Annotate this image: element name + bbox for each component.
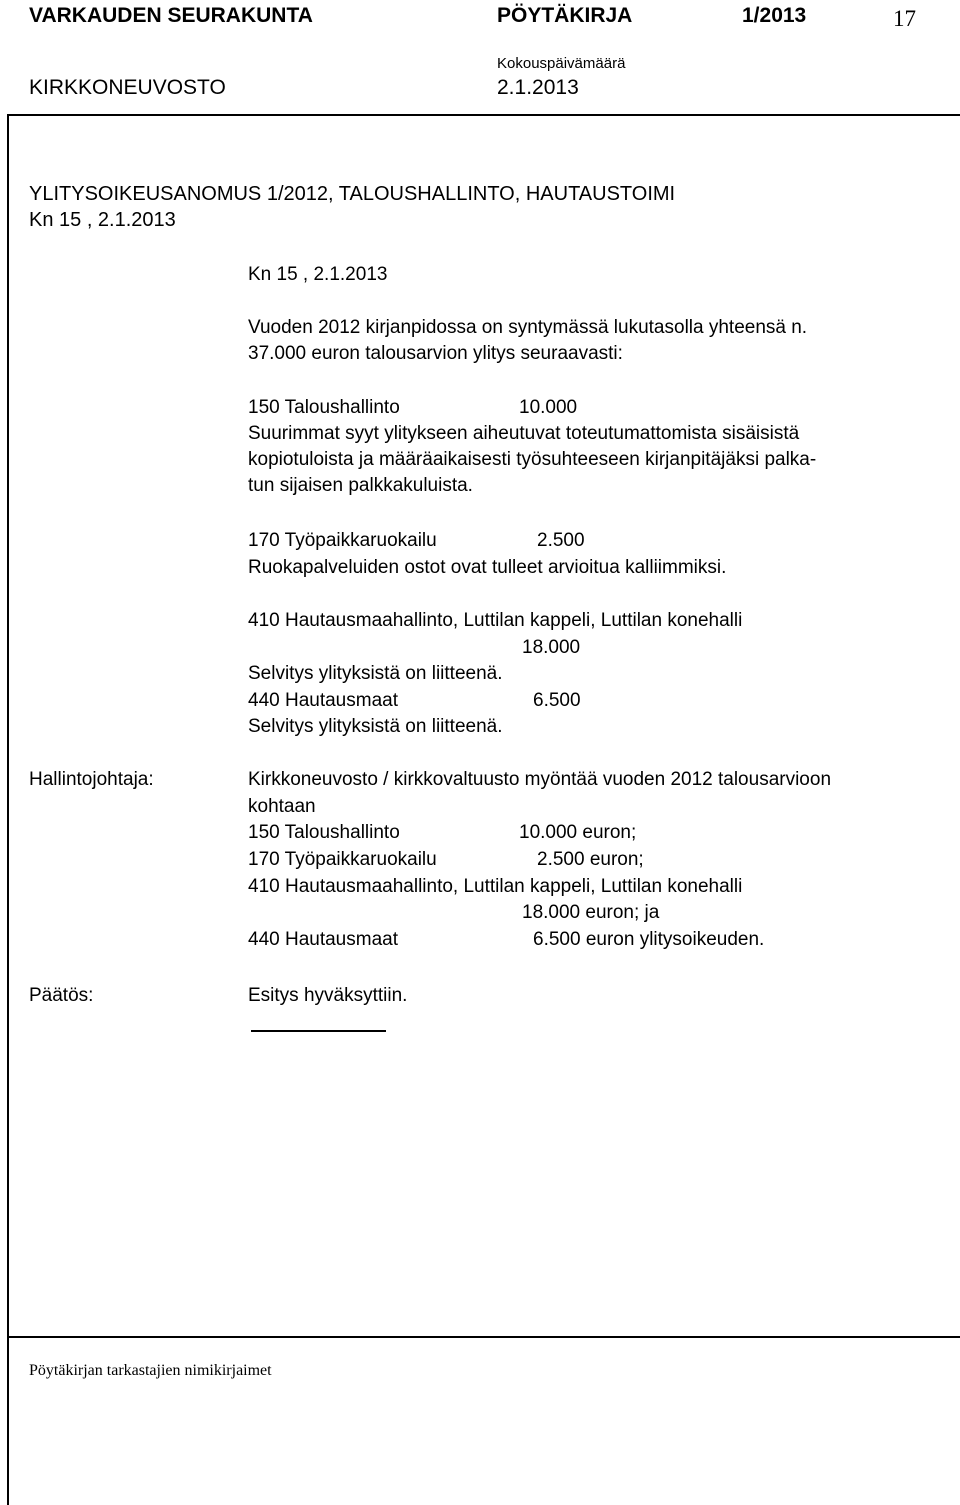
item-150-amount: 10.000 — [519, 397, 578, 418]
section-ref: Kn 15 , 2.1.2013 — [29, 209, 176, 231]
proposal-170-name: 170 Työpaikkaruokailu — [248, 849, 437, 870]
item-410-name: 410 Hautausmaahallinto, Luttilan kappeli, Luttilan konehalli — [248, 610, 743, 631]
body-name: KIRKKONEUVOSTO — [29, 76, 226, 99]
proposal-410-amount: 18.000 euron; ja — [522, 902, 660, 923]
proposal-label: Hallintojohtaja: — [29, 769, 154, 790]
item-150-name: 150 Taloushallinto — [248, 397, 400, 418]
proposal-150-name: 150 Taloushallinto — [248, 822, 400, 843]
intro-line-2: 37.000 euron talousarvion ylitys seuraavasti: — [248, 343, 623, 364]
decision-underline — [251, 1030, 386, 1032]
item-170-name: 170 Työpaikkaruokailu — [248, 530, 437, 551]
proposal-line-1: Kirkkoneuvosto / kirkkovaltuusto myöntää vuoden 2012 talousarvioon — [248, 769, 832, 790]
item-440-amount: 6.500 — [533, 690, 581, 711]
item-170-text: Ruokapalveluiden ostot ovat tulleet arvioitua kalliimmiksi. — [248, 557, 727, 578]
section-title: YLITYSOIKEUSANOMUS 1/2012, TALOUSHALLINTO, HAUTAUSTOIMI — [29, 183, 676, 205]
proposal-440-amount: 6.500 euron ylitysoikeuden. — [533, 929, 765, 950]
page-number: 17 — [893, 6, 916, 31]
proposal-410-name: 410 Hautausmaahallinto, Luttilan kappeli, Luttilan konehalli — [248, 876, 743, 897]
proposal-line-2: kohtaan — [248, 796, 316, 817]
proposal-150-amount: 10.000 euron; — [519, 822, 637, 843]
body-ref: Kn 15 , 2.1.2013 — [248, 264, 388, 285]
org-name: VARKAUDEN SEURAKUNTA — [29, 4, 313, 27]
item-410-amount: 18.000 — [522, 637, 581, 658]
signatures-label: Pöytäkirjan tarkastajien nimikirjaimet — [29, 1362, 272, 1379]
item-440-name: 440 Hautausmaat — [248, 690, 398, 711]
item-440-text: Selvitys ylityksistä on liitteenä. — [248, 716, 503, 737]
item-150-text-1: Suurimmat syyt ylitykseen aiheutuvat toteutumattomista sisäisistä — [248, 423, 800, 444]
doc-number: 1/2013 — [742, 4, 807, 27]
proposal-440-name: 440 Hautausmaat — [248, 929, 398, 950]
decision-text: Esitys hyväksyttiin. — [248, 985, 408, 1006]
item-410-text: Selvitys ylityksistä on liitteenä. — [248, 663, 503, 684]
item-170-amount: 2.500 — [537, 530, 585, 551]
item-150-text-3: tun sijaisen palkkakuluista. — [248, 475, 473, 496]
proposal-170-amount: 2.500 euron; — [537, 849, 644, 870]
date-label: Kokouspäivämäärä — [497, 55, 626, 72]
decision-label: Päätös: — [29, 985, 94, 1006]
item-150-text-2: kopiotuloista ja määräaikaisesti työsuhteeseen kirjanpitäjäksi palka- — [248, 449, 817, 470]
doc-type: PÖYTÄKIRJA — [497, 4, 633, 27]
intro-line-1: Vuoden 2012 kirjanpidossa on syntymässä lukutasolla yhteensä n. — [248, 317, 808, 338]
meeting-date: 2.1.2013 — [497, 76, 579, 99]
